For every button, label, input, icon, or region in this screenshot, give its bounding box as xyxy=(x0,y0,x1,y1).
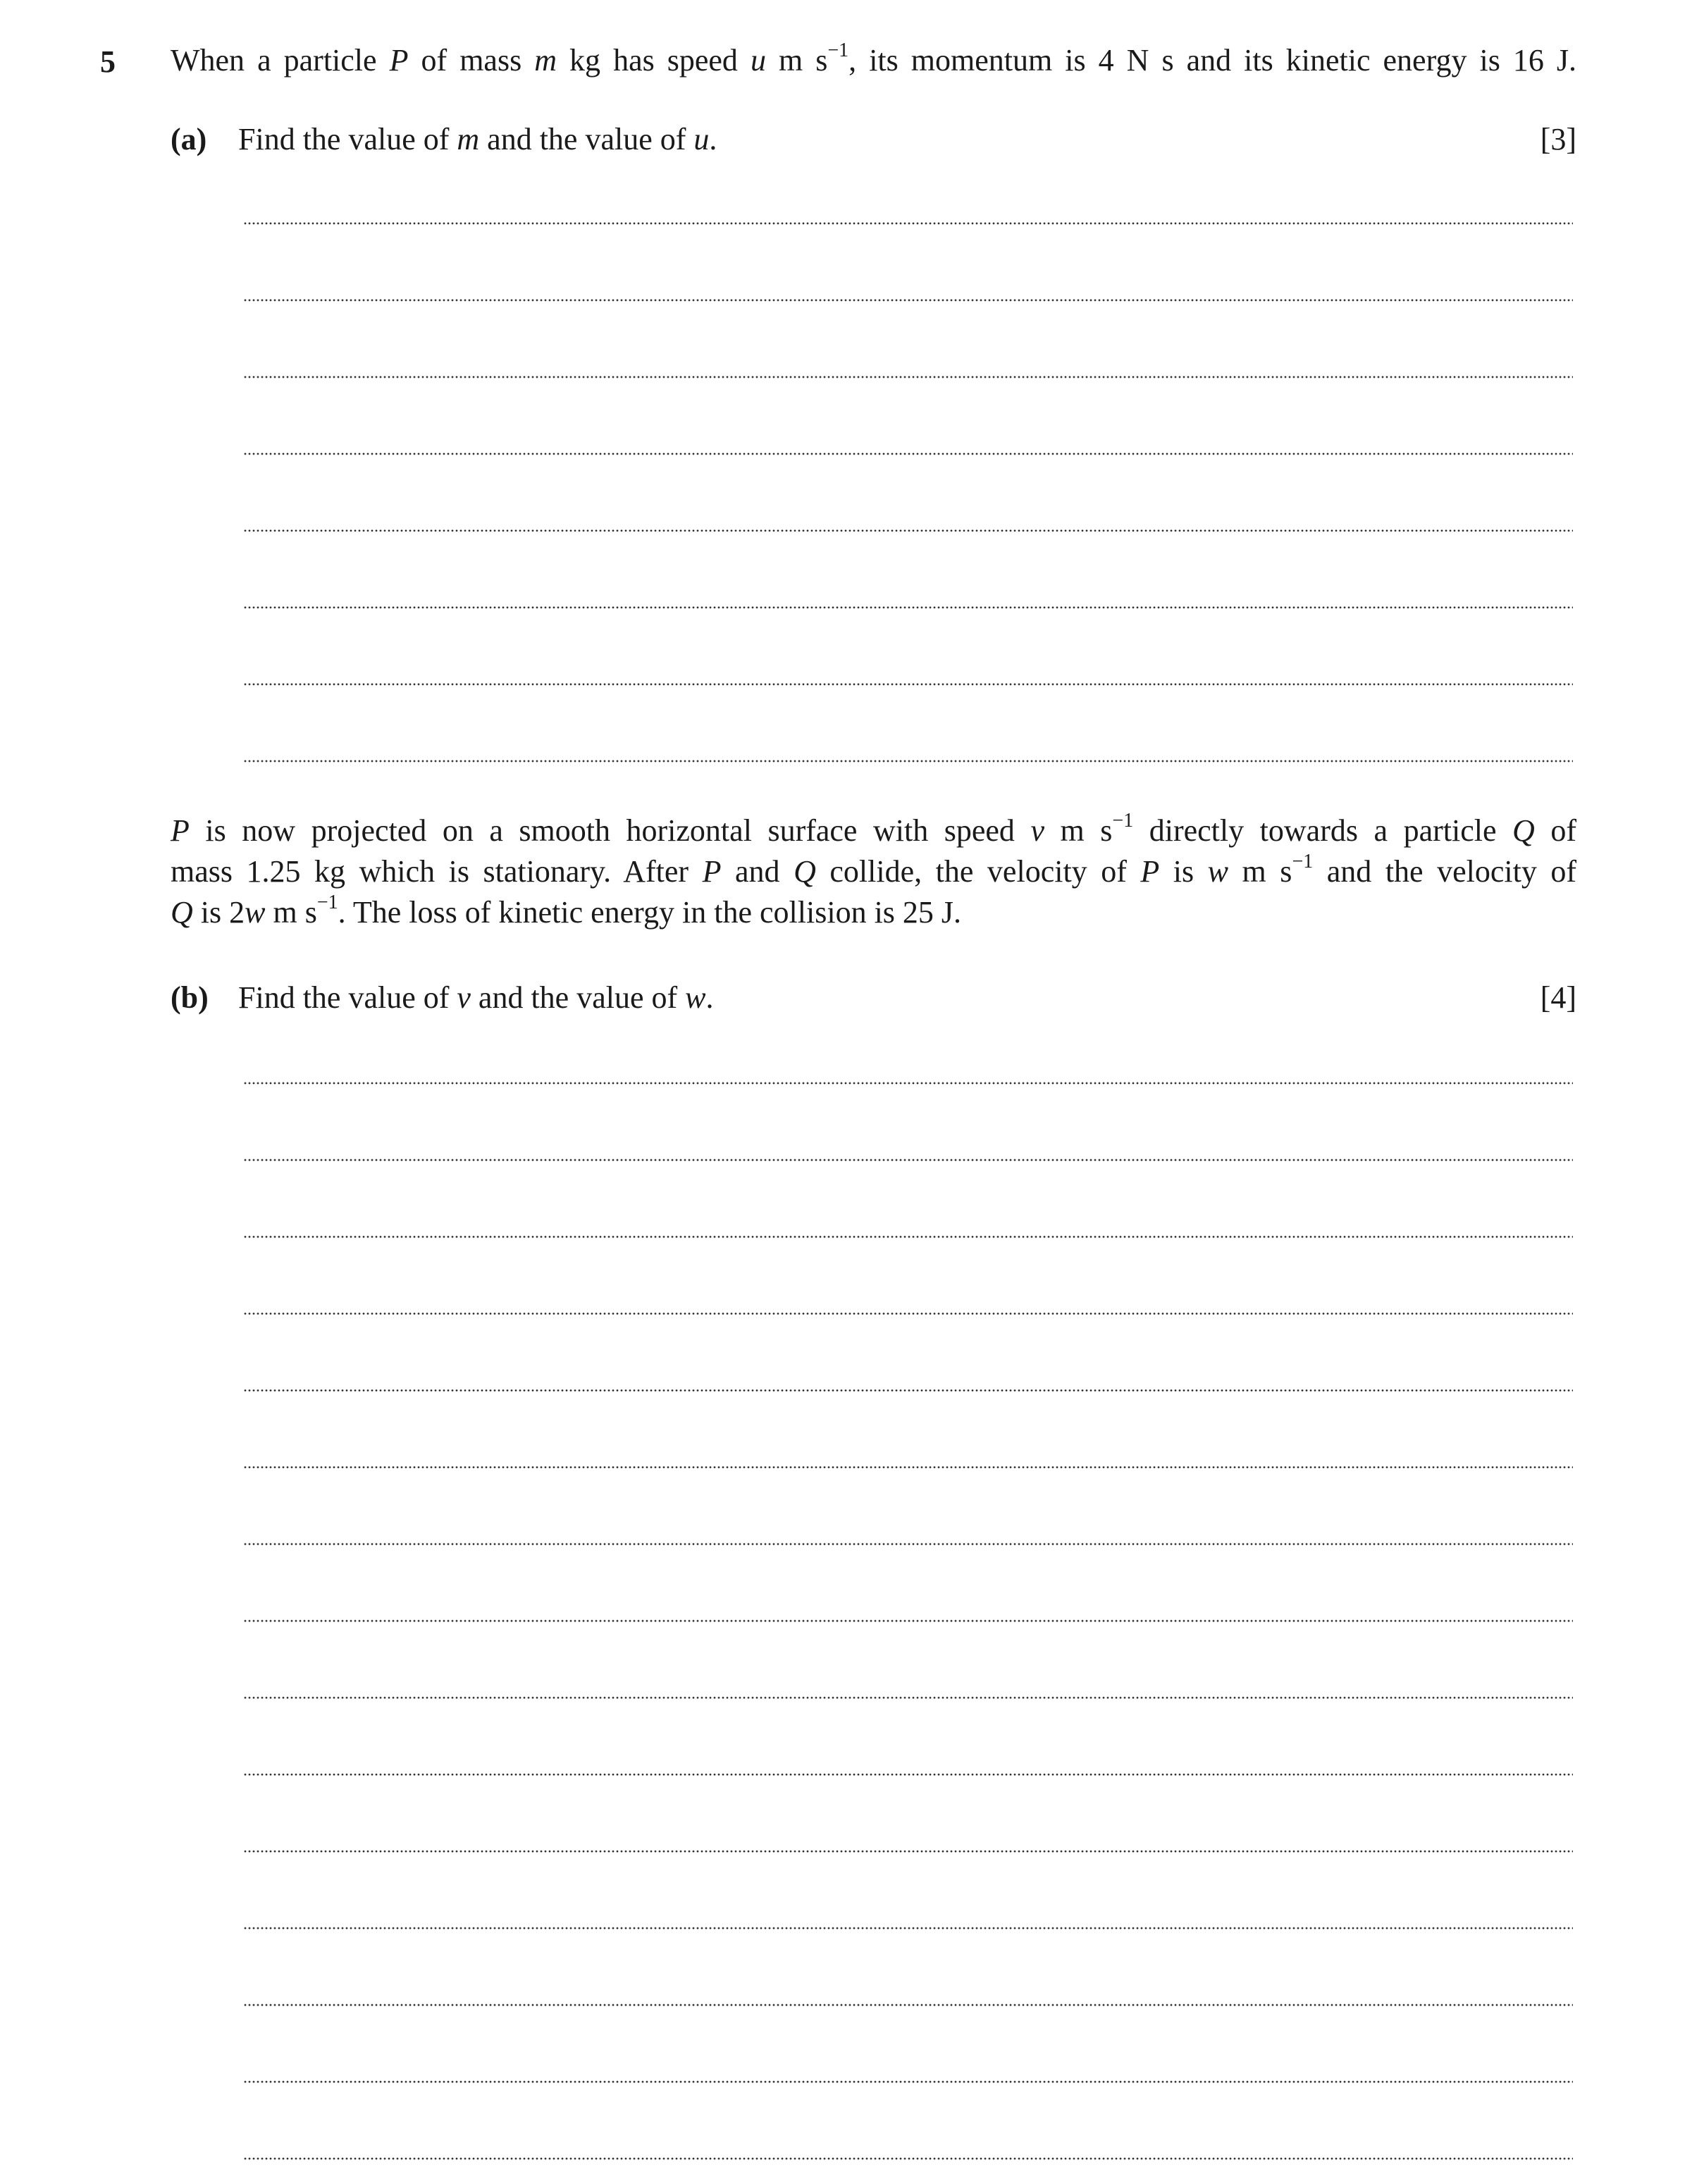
text-run: m s xyxy=(765,43,828,78)
answer-line[interactable] xyxy=(243,1620,1573,1622)
text-run: m s xyxy=(1044,813,1113,848)
math-variable: P xyxy=(389,43,409,78)
text-run: , its momentum is 4 N s and its kinetic energy is 16 J. xyxy=(848,43,1576,78)
text-run: When a particle xyxy=(171,43,390,78)
answer-line[interactable] xyxy=(243,1235,1573,1238)
part-b-label: (b) xyxy=(171,980,209,1015)
answer-line[interactable] xyxy=(243,760,1573,763)
math-variable: u xyxy=(693,122,710,156)
answer-line[interactable] xyxy=(243,606,1573,609)
superscript: −1 xyxy=(827,39,849,62)
answer-line[interactable] xyxy=(243,299,1573,302)
part-a-label: (a) xyxy=(171,122,207,156)
text-run: and xyxy=(721,854,794,889)
text-run: and the velocity of xyxy=(1313,854,1577,889)
part-b xyxy=(171,978,1576,1018)
context-paragraph xyxy=(171,810,1576,933)
answer-line[interactable] xyxy=(243,376,1573,378)
text-run: m s xyxy=(1228,854,1292,889)
context-line xyxy=(171,892,1576,933)
answer-line[interactable] xyxy=(243,683,1573,686)
text-run: is xyxy=(1159,854,1208,889)
answer-line[interactable] xyxy=(243,1466,1573,1469)
superscript: −1 xyxy=(1112,810,1134,832)
math-variable: Q xyxy=(1512,813,1535,848)
text-run: mass 1.25 kg which is stationary. After xyxy=(171,854,703,889)
text-run: and the value of xyxy=(470,980,686,1015)
answer-line[interactable] xyxy=(243,2157,1573,2160)
text-run: . The loss of kinetic energy in the collision is 25 J. xyxy=(338,895,962,930)
answer-line[interactable] xyxy=(243,2004,1573,2006)
text-run: of xyxy=(1534,813,1576,848)
context-line xyxy=(171,810,1576,851)
answer-line[interactable] xyxy=(243,1850,1573,1853)
part-a-text xyxy=(238,120,1541,159)
answer-line[interactable] xyxy=(243,1159,1573,1161)
text-run: Find the value of xyxy=(238,980,457,1015)
answer-line[interactable] xyxy=(243,1543,1573,1546)
math-variable: w xyxy=(1207,854,1229,889)
part-b-text xyxy=(238,978,1541,1018)
text-run: is now projected on a smooth horizontal surface with speed xyxy=(189,813,1031,848)
part-b-marks: [4] xyxy=(1540,980,1576,1015)
part-a-marks: [3] xyxy=(1540,122,1576,156)
math-variable: v xyxy=(1030,813,1044,848)
superscript: −1 xyxy=(1292,851,1314,873)
answer-line[interactable] xyxy=(243,452,1573,455)
text-run: collide, the velocity of xyxy=(815,854,1141,889)
answer-line[interactable] xyxy=(243,222,1573,225)
answer-line[interactable] xyxy=(243,1389,1573,1392)
math-variable: w xyxy=(685,980,706,1015)
text-run: and the value of xyxy=(479,122,694,156)
text-run: Find the value of xyxy=(238,122,457,156)
context-line xyxy=(171,851,1576,892)
math-variable: P xyxy=(1140,854,1160,889)
text-run: kg has speed xyxy=(557,43,751,78)
math-variable: Q xyxy=(794,854,816,889)
text-run: m s xyxy=(265,895,317,930)
math-variable: m xyxy=(534,43,557,78)
math-variable: u xyxy=(750,43,766,78)
answer-line[interactable] xyxy=(243,529,1573,532)
text-run: . xyxy=(709,122,717,156)
math-variable: P xyxy=(702,854,722,889)
superscript: −1 xyxy=(316,892,338,914)
math-variable: P xyxy=(171,813,190,848)
math-variable: m xyxy=(457,122,480,156)
text-run: directly towards a particle xyxy=(1133,813,1513,848)
math-variable: w xyxy=(245,895,266,930)
answer-line[interactable] xyxy=(243,1927,1573,1930)
answer-line[interactable] xyxy=(243,1773,1573,1776)
question-stem xyxy=(171,41,1576,80)
answer-line[interactable] xyxy=(243,1082,1573,1085)
text-run: of mass xyxy=(408,43,535,78)
answer-line[interactable] xyxy=(243,1312,1573,1315)
text-run: . xyxy=(705,980,714,1015)
question-number: 5 xyxy=(100,44,116,79)
part-a xyxy=(171,120,1576,159)
math-variable: Q xyxy=(171,895,193,930)
answer-line[interactable] xyxy=(243,2080,1573,2083)
answer-line[interactable] xyxy=(243,1696,1573,1699)
math-variable: v xyxy=(457,980,471,1015)
text-run: is 2 xyxy=(192,895,245,930)
